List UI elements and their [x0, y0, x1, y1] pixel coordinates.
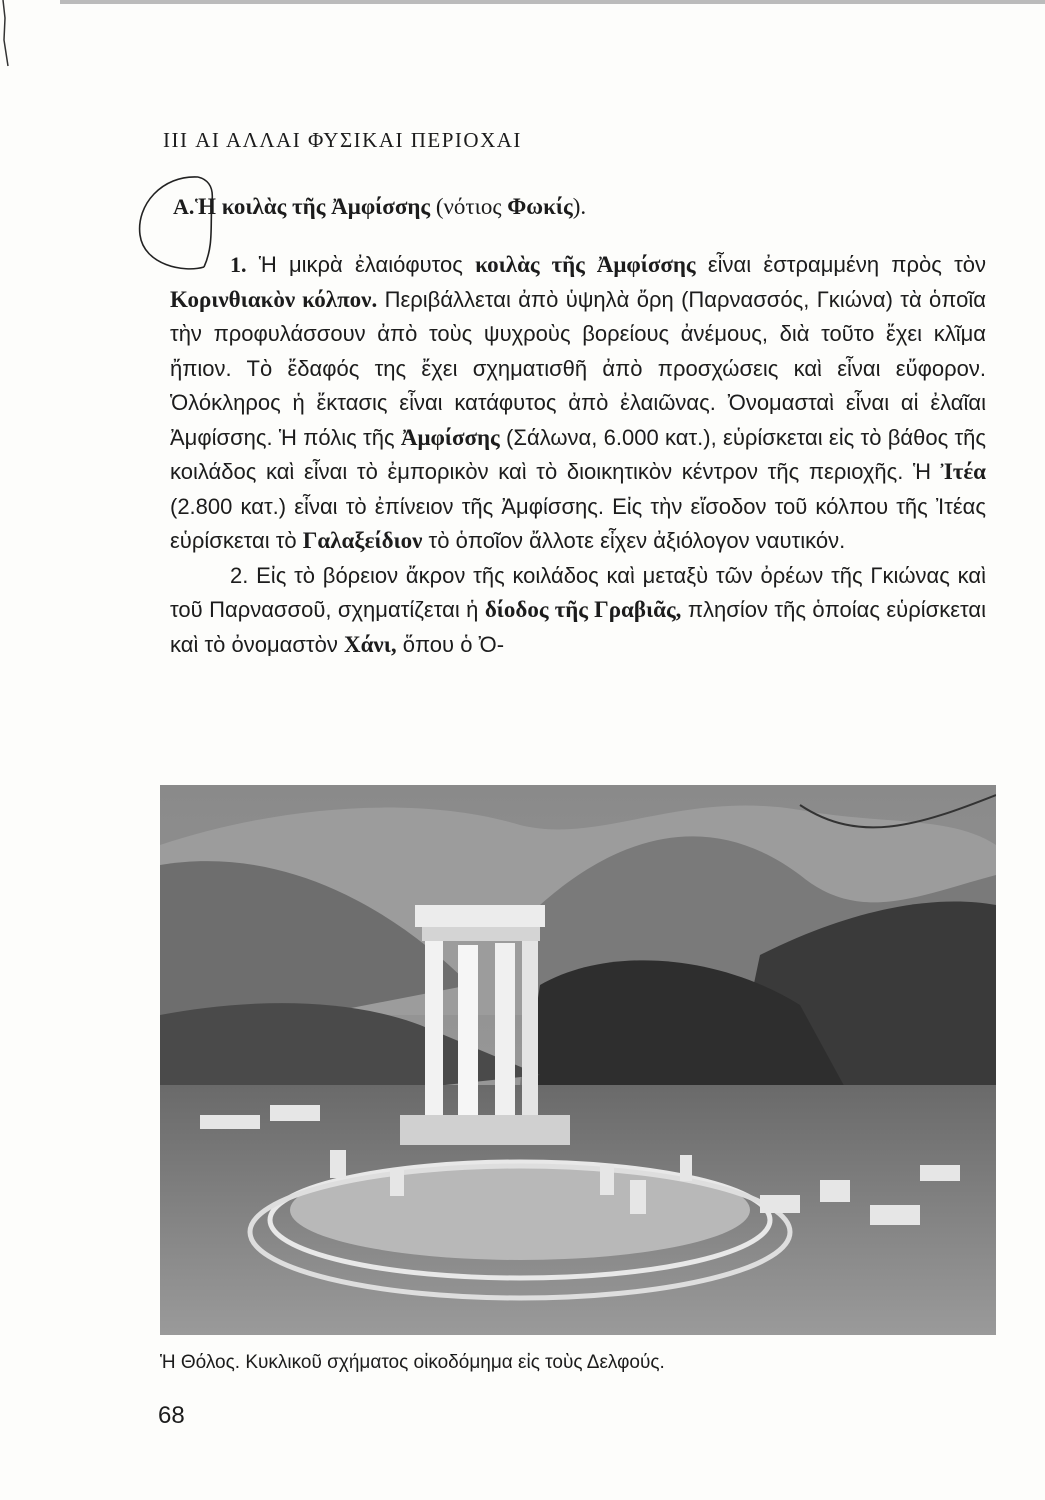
- p2-text-2: πλησίον τῆς ὁποίας εὑρίσκεται καὶ τὸ ὀνομαστὸν: [170, 597, 986, 657]
- p2-bold-1: δίοδος τῆς Γραβιᾶς,: [484, 597, 682, 622]
- body-text: [170, 248, 986, 662]
- photo-illustration: [160, 785, 996, 1335]
- section-title: [195, 194, 586, 220]
- p1-text-4: (Σάλωνα, 6.000 κατ.), εὑρίσκεται εἰς τὸ βάθος τῆς κοιλάδος καὶ εἶναι τὸ ἐμπορικὸν καὶ τὸ διοικητικὸν κέντρον τῆς περιοχῆς. Ἡ: [170, 424, 986, 484]
- column-3: [495, 943, 515, 1131]
- p1-bold-3: Ἀμφίσσης: [400, 424, 500, 450]
- tholos-delphi-photo: [160, 785, 996, 1335]
- paragraph-1: [170, 248, 986, 559]
- section-title-end: ).: [572, 194, 587, 219]
- page-number: 68: [158, 1402, 185, 1429]
- entablature: [415, 905, 545, 927]
- paragraph-2-number: 2.: [230, 562, 249, 588]
- scan-top-edge: [60, 0, 1045, 4]
- p1-bold-4: Ἰτέα: [940, 459, 986, 484]
- p1-text-1: Ἡ μικρὰ ἐλαιόφυτος: [246, 252, 476, 277]
- p2-text-3: ὅπου ὁ Ὀ-: [396, 631, 505, 657]
- column-2: [458, 945, 478, 1137]
- tholos-base: [400, 1115, 570, 1145]
- chapter-heading: III ΑΙ ΑΛΛΑΙ ΦΥΣΙΚΑΙ ΠΕΡΙΟΧΑΙ: [163, 128, 522, 152]
- section-title-rest: (νότιος: [430, 194, 508, 219]
- section-title-bold: Ἡ κοιλὰς τῆς Ἀμφίσσης: [195, 194, 431, 219]
- section-letter: Α.: [173, 194, 195, 219]
- p1-bold-5: Γαλαξείδιον: [302, 528, 423, 553]
- column-4: [522, 941, 538, 1121]
- figure-caption: Ἡ Θόλος. Κυκλικοῦ σχήματος οἰκοδόμημα εἰς τοὺς Δελφούς.: [160, 1352, 665, 1373]
- scan-corner-mark: [0, 0, 12, 70]
- p1-text-2: εἶναι ἐστραμμένη πρὸς τὸν: [695, 252, 986, 277]
- p2-bold-2: Χάνι,: [343, 631, 397, 657]
- paragraph-2: [170, 559, 986, 663]
- column-1: [425, 941, 443, 1131]
- p2-text-1: Εἰς τὸ βόρειον ἄκρον τῆς κοιλάδος καὶ μεταξὺ τῶν ὀρέων τῆς Γκιώνας καὶ τοῦ Παρνασσοῦ, σχηματίζεται ἡ: [170, 562, 986, 622]
- p1-text-6: τὸ ὁποῖον ἄλλοτε εἶχεν ἀξιόλογον ναυτικόν.: [422, 528, 846, 553]
- p1-bold-1: κοιλὰς τῆς Ἀμφίσσης: [475, 252, 696, 277]
- paragraph-1-number: 1.: [230, 252, 247, 277]
- p1-text-3: Περιβάλλεται ἀπὸ ὑψηλὰ ὄρη (Παρνασσός, Γκιώνα) τὰ ὁποῖα τὴν προφυλάσσουν ἀπὸ τοὺς ψυχροὺς βορείους ἀνέμους, διὰ τοῦτο ἔχει κλῖμα ἤπιον. Τὸ ἔδαφός της ἔχει σχηματισθῆ ἀπὸ προσχώσεις καὶ εἶναι εὔφορον. Ὁλόκληρος ἡ ἔκτασις εἶναι κατάφυτος ἀπὸ ἐλαιῶνας. Ὀνομασταὶ εἶναι αἱ ἐλαῖαι Ἀμφίσσης. Ἡ πόλις τῆς: [170, 286, 986, 450]
- p1-text-5: (2.800 κατ.) εἶναι τὸ ἐπίνειον τῆς Ἀμφίσσης. Εἰς τὴν εἴσοδον τοῦ κόλπου τῆς Ἰτέας εὑρίσκεται τὸ: [170, 493, 986, 553]
- p1-bold-2: Κορινθιακὸν κόλπον.: [170, 286, 378, 312]
- section-title-bold-2: Φωκίς: [507, 194, 573, 219]
- architrave: [422, 927, 540, 941]
